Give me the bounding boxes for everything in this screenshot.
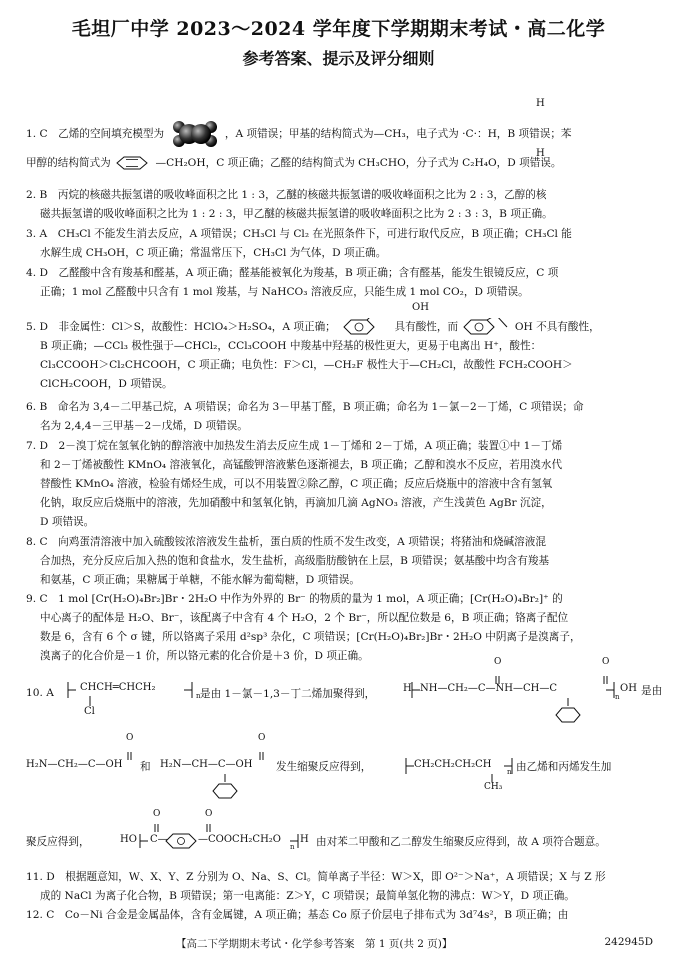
answer-10-text-2: 是由 — [641, 685, 663, 697]
answer-10-text-4: 发生缩聚反应得到， — [276, 761, 372, 773]
answer-5 — [26, 318, 654, 394]
answer-3-line: 水解生成 CH₃OH，C 项正确；常温常压下，CH₃Cl 为气体，D 项正确。 — [40, 247, 387, 259]
answer-11-line: 成的 NaCl 为离子化合物，B 项错误；第一电离能：Z＞Y，C 项错误；最简单氢化物的沸点：W＞Y，D 项正确。 — [40, 890, 575, 902]
answer-12 — [26, 906, 654, 925]
polyester-h: H — [300, 834, 309, 845]
page-title: 毛坦厂中学 2023～2024 学年度下学期期末考试・高二化学 — [71, 18, 606, 40]
answer-1-part-a: 1. C 乙烯的空间填充模型为 — [26, 128, 165, 140]
answer-9-line: 溴离子的化合价是－1 价，所以铬元素的化合价是＋3 价，D 项正确。 — [40, 650, 369, 662]
answer-1-part-d: —CH₂OH，C 项正确；乙醛的结构简式为 CH₃CHO，分子式为 C₂H₄O，D 项错误。 — [155, 157, 562, 169]
polyester-ho: HO — [120, 834, 137, 845]
benzyl-alcohol-ring-icon — [463, 318, 509, 336]
answer-6-line: 6. B 命名为 3,4－二甲基己烷，A 项错误；命名为 3－甲基丁醛，B 项正确；命名为 1－氯－2－丁烯，C 项错误；命 — [26, 401, 584, 413]
answer-5-line: Cl₃CCOOH＞Cl₂CHCOOH，C 项正确；电负性：F＞Cl，—CH₂F 极性大于—CH₂Cl，故酸性 FCH₂COOH＞ — [40, 359, 573, 371]
answer-7-line: 和 2－丁烯被酸性 KMnO₄ 溶液氧化，高锰酸钾溶液紫色逐渐褪去，B 项正确；乙醇和溴水不反应，若用溴水代 — [40, 459, 563, 471]
answer-8 — [26, 533, 654, 590]
answer-8-line: 和氨基，C 项正确；果糖属于单糖，不能水解为葡萄糖，D 项错误。 — [40, 574, 360, 586]
polymer-2-o-2: O — [602, 657, 610, 667]
answer-10-text-1: 是由 1－氯－1,3－丁二烯加聚得到， — [200, 688, 376, 700]
answer-8-line: 合加热，充分反应后加入热的饱和食盐水，发生盐析，高级脂肪酸钠在上层，B 项错误；氨基酸中均含有羧基 — [40, 555, 550, 567]
answer-10-text-5: 由乙烯和丙烯发生加 — [516, 761, 612, 773]
answer-5-line: ClCH₂COOH，D 项错误。 — [40, 378, 173, 390]
ethylene-model-icon — [170, 120, 220, 148]
glycine-formula: H₂N—CH₂—C—OH — [26, 759, 123, 770]
page-subtitle: 参考答案、提示及评分细则 — [242, 49, 435, 68]
answer-8-line: 8. C 向鸡蛋清溶液中加入硫酸铵浓溶液发生盐析，蛋白质的性质不发生改变，A 项错误；将猪油和烧碱溶液混 — [26, 536, 546, 548]
answer-1-part-b: ，A 项错误；甲基的结构简式为—CH₃，电子式为 ·C·：H，B 项错误；苯 — [224, 128, 572, 140]
answer-11 — [26, 868, 654, 906]
answer-9 — [26, 590, 654, 666]
answer-4-line: 正确；1 mol 乙醛酸中只含有 1 mol 羧基，与 NaHCO₃ 溶液反应，只能生成 1 mol CO₂，D 项错误。 — [40, 286, 529, 298]
answer-10-text-6: 聚反应得到， — [26, 836, 90, 848]
benzene-ring-icon — [116, 155, 150, 171]
polymer-3-ch3: CH₃ — [484, 782, 503, 792]
glycine-o: O — [126, 733, 134, 743]
footer-page-info: 【高二下学期期末考试・化学参考答案 第 1 页(共 2 页)】 — [176, 938, 453, 950]
phenylalanine-formula: H₂N—CH—C—OH — [160, 759, 253, 770]
phenol-oh-label: OH — [412, 302, 429, 313]
answer-4-line: 4. D 乙醛酸中含有羧基和醛基，A 项正确；醛基能被氧化为羧基，B 项正确；含有醛基，能发生银镜反应，C 项 — [26, 267, 559, 279]
polymer-1-main: CHCH═CHCH₂ — [80, 682, 156, 693]
answer-9-line: 中心离子的配体是 H₂O、Br⁻，该配离子中含有 4 个 H₂O，2 个 Br⁻，所以配位数是 6，B 项正确；铬离子配位 — [40, 612, 569, 624]
polyester-o-2: O — [205, 809, 213, 819]
polymer-1-cl: Cl — [84, 706, 95, 717]
answer-11-line: 11. D 根据题意知，W、X、Y、Z 分别为 O、Na、S、Cl。简单离子半径：W＞X，即 O²⁻＞Na⁺，A 项错误；X 与 Z 形 — [26, 871, 606, 883]
answer-2-line: 磁共振氢谱的吸收峰面积之比为 1 : 2 : 3，甲乙醚的核磁共振氢谱的吸收峰面积之比为 2 : 3 : 3，B 项正确。 — [40, 208, 553, 220]
answer-10-label: 10. A — [26, 687, 54, 699]
answer-7-line: 7. D 2－溴丁烷在氢氧化钠的醇溶液中加热发生消去反应生成 1－丁烯和 2－丁烯，A 项正确；装置①中 1－丁烯 — [26, 440, 563, 452]
electron-formula-h-bottom: H — [536, 148, 545, 159]
polymer-2-o-1: O — [494, 657, 502, 667]
polymer-3-main: CH₂CH₂CH₂CH — [414, 759, 492, 770]
answer-10-text-3: 和 — [140, 761, 151, 773]
polyester-o-1: O — [153, 809, 161, 819]
polymer-1-n: n — [196, 692, 201, 700]
answer-5-part-a: 5. D 非金属性：Cl＞S，故酸性：HClO₄＞H₂SO₄，A 项正确； — [26, 321, 336, 333]
polyester-ester: —COOCH₂CH₂O — [198, 834, 282, 845]
answer-5-part-c: OH 不具有酸性， — [514, 321, 600, 333]
answer-1-part-c: 甲醇的结构简式为 — [26, 157, 111, 169]
polymer-2-main: NH—CH₂—C—NH—CH—C — [420, 683, 557, 694]
answer-3 — [26, 225, 654, 263]
answer-9-line: 数是 6，含有 6 个 σ 键，所以铬离子采用 d²sp³ 杂化，C 项错误；[Cr(H₂O)₄Br₂]Br・2H₂O 中阴离子是溴离子， — [40, 631, 581, 643]
answer-12-line: 12. C Co－Ni 合金是金属晶体，含有金属键，A 项正确；基态 Co 原子价层电子排布式为 3d⁷4s²，B 项正确；由 — [26, 909, 569, 921]
footer-code: 242945D — [604, 936, 653, 948]
answer-9-line: 9. C 1 mol [Cr(H₂O)₄Br₂]Br・2H₂O 中作为外界的 Br⁻ 的物质的量为 1 mol，A 项正确；[Cr(H₂O)₄Br₂]⁺ 的 — [26, 593, 563, 605]
answer-1 — [26, 120, 654, 173]
answer-5-part-b: 具有酸性，而 — [394, 321, 459, 333]
phenylalanine-o: O — [258, 733, 266, 743]
phenol-ring-icon — [343, 318, 377, 336]
answer-7 — [26, 437, 654, 532]
answer-10-text-7: 由对苯二甲酸和乙二醇发生缩聚反应得到，故 A 项符合题意。 — [316, 836, 606, 848]
answer-4 — [26, 264, 654, 302]
answer-7-line: D 项错误。 — [40, 516, 95, 528]
answer-6-line: 名为 2,4,4－三甲基－2－戊烯，D 项错误。 — [40, 420, 248, 432]
answer-7-line: 化钠，取反应后烧瓶中的溶液，先加硝酸中和氢氧化钠，再滴加几滴 AgNO₃ 溶液，产生浅黄色 AgBr 沉淀， — [40, 497, 552, 509]
polymer-3-n: n — [507, 768, 512, 776]
answer-5-line: B 项正确；—CCl₃ 极性强于—CHCl₂，CCl₃COOH 中羧基中羟基的极性更大，更易于电离出 H⁺，酸性： — [40, 340, 542, 352]
polymer-2-n: n — [615, 693, 620, 701]
electron-formula-h-top: H — [536, 98, 545, 109]
polymer-2-h: H — [403, 683, 412, 694]
answer-2-line: 2. B 丙烷的核磁共振氢谱的吸收峰面积之比 1 : 3，乙醚的核磁共振氢谱的吸收峰面积之比为 2 : 3，乙醇的核 — [26, 189, 547, 201]
answer-7-line: 替酸性 KMnO₄ 溶液，检验有烯烃生成，可以不用装置②除乙醇，C 项正确；反应后烧瓶中的溶液中含有氢氧 — [40, 478, 553, 490]
answer-2 — [26, 186, 654, 224]
answer-3-line: 3. A CH₃Cl 不能发生消去反应，A 项错误；CH₃Cl 与 Cl₂ 在光照条件下，可进行取代反应，B 项正确；CH₃Cl 能 — [26, 228, 572, 240]
polymer-2-oh: OH — [620, 683, 637, 694]
answer-6 — [26, 398, 654, 436]
polyester-n: n — [290, 843, 295, 851]
polyester-c: C— — [150, 834, 168, 845]
